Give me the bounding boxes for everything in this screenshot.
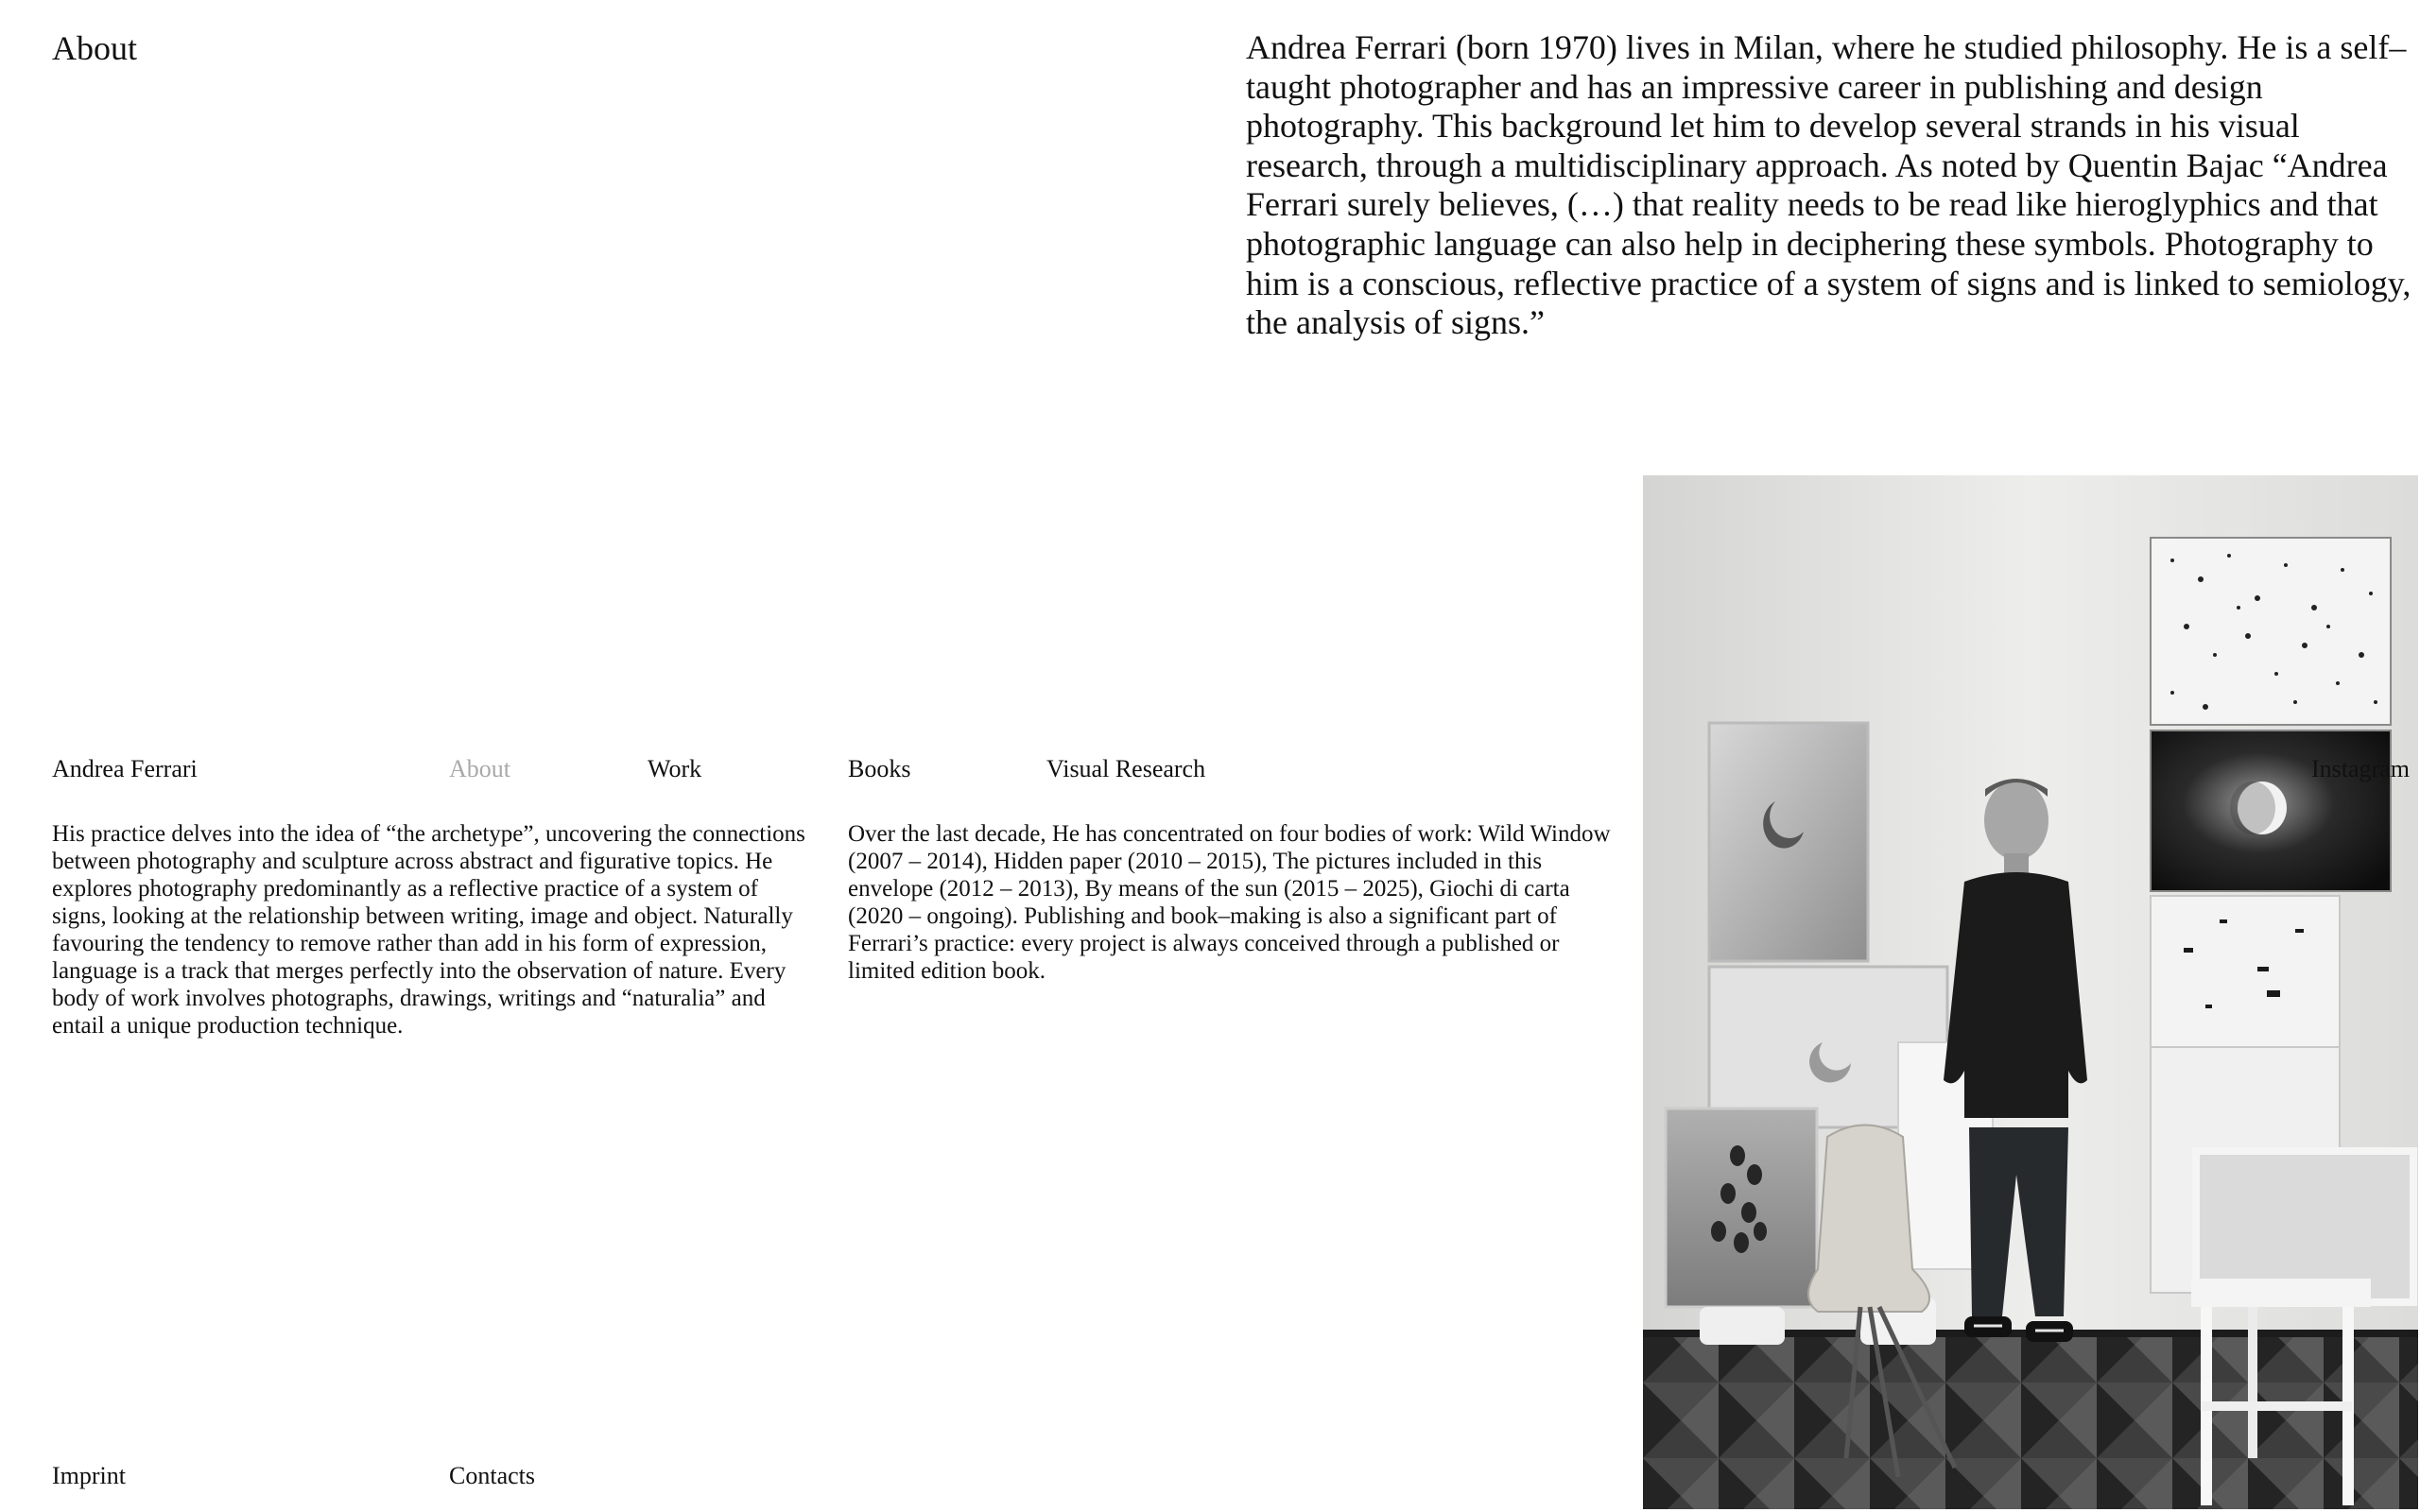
nav-item-visual-research[interactable]: Visual Research (1046, 755, 1206, 782)
body-column-2: Over the last decade, He has concentrated on four bodies of work: Wild Window (2007 – 2014), Hidden paper (2010 – 2015), The pictures included in this envelope (2012 – 2013), By means of the sun (2015 – 2025), Giochi di carta (2020 – ongoing). Publishing and book–making is also a significant part of Ferrari’s practice: every project is always conceived through a published or limited edition book. (848, 821, 1611, 984)
body-column-1: His practice delves into the idea of “the archetype”, uncovering the connections between photography and sculpture across abstract and figurative topics. He explores photography predominantly as a reflective practice of a system of signs, looking at the relationship between writing, image and object. Naturally favouring the tendency to remove rather than add in his form of expression, language is a track that merges perfectly into the observation of nature. Every body of work involves photographs, drawings, writings and “naturalia” and entail a unique production technique. (52, 821, 805, 1039)
nav-item-work[interactable]: Work (648, 755, 702, 782)
intro-paragraph: Andrea Ferrari (born 1970) lives in Milan, where he studied philosophy. He is a self–taught photographer and has an impressive career in publishing and design photography. This background let him to develop several strands in his visual research, through a multidisciplinary approach. As noted by Quentin Bajac “Andrea Ferrari surely believes, (…) that reality needs to be read like hieroglyphics and that photographic language can also help in deciphering these symbols. Photography to him is a conscious, reflective practice of a system of signs and is linked to semiology, the analysis of signs.” (1246, 28, 2411, 342)
footer-contacts-link[interactable]: Contacts (449, 1462, 535, 1489)
page-title: About (52, 29, 137, 67)
nav-item-about[interactable]: About (449, 755, 510, 782)
site-name-link[interactable]: Andrea Ferrari (52, 755, 198, 782)
portrait-photo (1643, 475, 2418, 1509)
footer-imprint-link[interactable]: Imprint (52, 1462, 126, 1489)
nav-item-books[interactable]: Books (848, 755, 911, 782)
nav-item-instagram[interactable]: Instagram (2311, 755, 2410, 782)
